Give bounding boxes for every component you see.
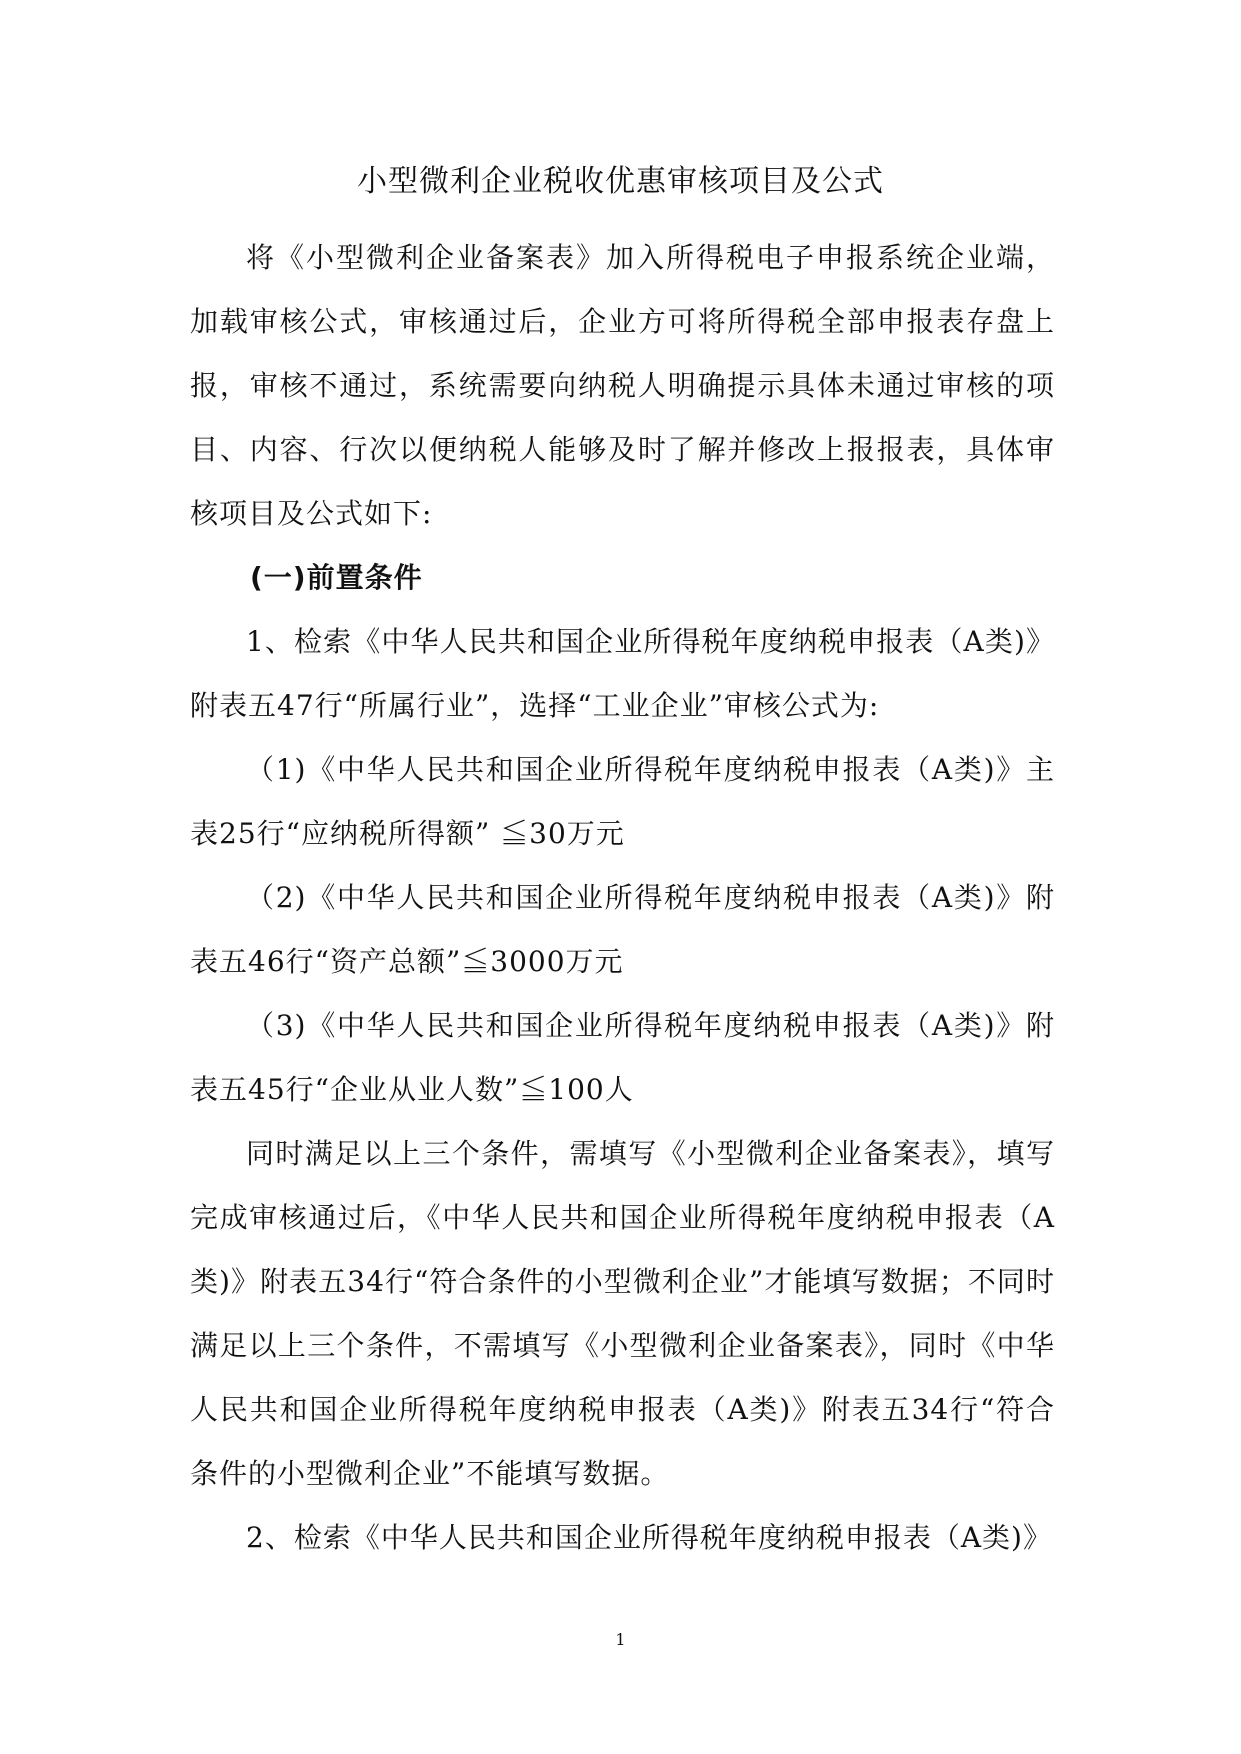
document-title: 小型微利企业税收优惠审核项目及公式 (357, 164, 884, 199)
condition-3-paragraph: （3)《中华人民共和国企业所得税年度纳税申报表（A类)》附表五45行“企业从业人数”≦100人 (190, 1009, 1055, 1106)
section-heading-preconditions: (一)前置条件 (250, 561, 423, 594)
conclusion-paragraph: 同时满足以上三个条件，需填写《小型微利企业备案表》，填写完成审核通过后，《中华人民共和国企业所得税年度纳税申报表（A类)》附表五34行“符合条件的小型微利企业”才能填写数据；不同时满足以上三个条件，不需填写《小型微利企业备案表》，同时《中华人民共和国企业所得税年度纳税申报表（A类)》附表五34行“符合条件的小型微利企业”不能填写数据。 (190, 1137, 1055, 1490)
document-body (190, 226, 1055, 1570)
condition-2-paragraph: （2)《中华人民共和国企业所得税年度纳税申报表（A类)》附表五46行“资产总额”≦3000万元 (190, 881, 1055, 978)
page-number: 1 (615, 1630, 626, 1649)
condition-1-paragraph: （1)《中华人民共和国企业所得税年度纳税申报表（A类)》主表25行“应纳税所得额” ≦30万元 (190, 753, 1055, 850)
item-2-paragraph: 2、检索《中华人民共和国企业所得税年度纳税申报表（A类)》 (246, 1521, 1052, 1554)
item-1-paragraph: 1、检索《中华人民共和国企业所得税年度纳税申报表（A类)》附表五47行“所属行业”，选择“工业企业”审核公式为: (190, 625, 1055, 722)
intro-paragraph: 将《小型微利企业备案表》加入所得税电子申报系统企业端，加载审核公式，审核通过后，企业方可将所得税全部申报表存盘上报，审核不通过，系统需要向纳税人明确提示具体未通过审核的项目、内容、行次以便纳税人能够及时了解并修改上报报表，具体审核项目及公式如下: (190, 241, 1055, 530)
